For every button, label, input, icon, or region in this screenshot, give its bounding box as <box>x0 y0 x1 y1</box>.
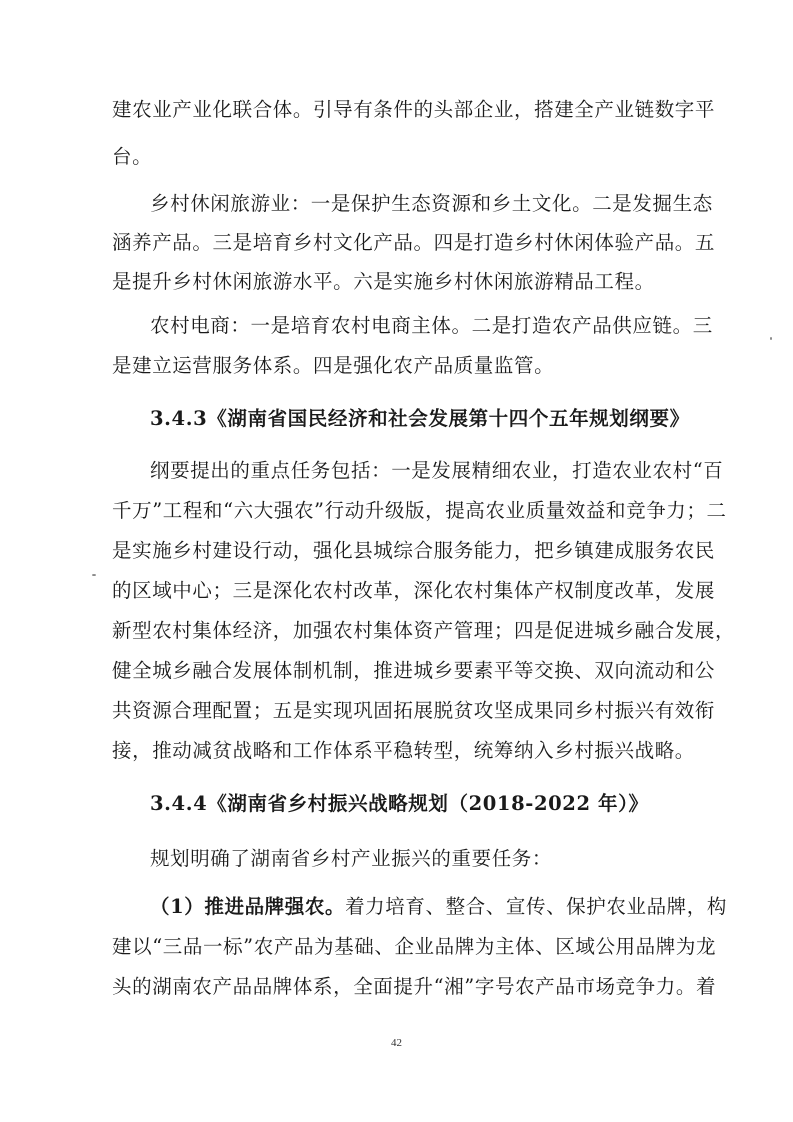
paragraph-line: 接，推动减贫战略和工作体系平稳转型，统筹纳入乡村振兴战略。 <box>112 739 695 762</box>
paragraph-line: 千万”工程和“六大强农”行动升级版，提高农业质量效益和竞争力；二 <box>112 499 727 522</box>
page-number: 42 <box>391 1037 402 1049</box>
paragraph-line: 台。 <box>112 145 153 168</box>
paragraph-line <box>150 893 727 921</box>
paragraph-line: 规划明确了湖南省乡村产业振兴的重要任务： <box>150 847 553 870</box>
paragraph-line: 头的湖南农产品品牌体系，全面提升“湘”字号农产品市场竞争力。着 <box>112 975 717 998</box>
paragraph-line: 涵养产品。三是培育乡村文化产品。四是打造乡村休闲体验产品。五 <box>112 231 716 254</box>
paragraph-line: 新型农村集体经济，加强农村集体资产管理；四是促进城乡融合发展， <box>112 619 736 642</box>
paragraph-text: 着力培育、整合、宣传、保护农业品牌，构 <box>345 895 727 918</box>
paragraph-line: 建农业产业化联合体。引导有条件的头部企业，搭建全产业链数字平 <box>112 98 716 121</box>
paragraph-line: 农村电商：一是培育农村电商主体。二是打造农产品供应链。三 <box>150 314 713 337</box>
scan-speck <box>92 574 96 576</box>
paragraph-line: 乡村休闲旅游业：一是保护生态资源和乡土文化。二是发掘生态 <box>150 192 713 215</box>
section-heading: 3.4.4《湖南省乡村振兴战略规划（2018-2022 年）》 <box>150 792 649 815</box>
paragraph-line: 是实施乡村建设行动，强化县城综合服务能力，把乡镇建成服务农民 <box>112 539 716 562</box>
paragraph-line: 是建立运营服务体系。四是强化农产品质量监管。 <box>112 354 555 377</box>
subsection-title: （1）推进品牌强农。 <box>150 895 346 918</box>
paragraph-line: 健全城乡融合发展体制机制，推进城乡要素平等交换、双向流动和公 <box>112 659 716 682</box>
section-heading: 3.4.3《湖南省国民经济和社会发展第十四个五年规划纲要》 <box>150 407 690 430</box>
paragraph-line: 建以“三品一标”农产品为基础、企业品牌为主体、区域公用品牌为龙 <box>112 935 717 958</box>
paragraph-line: 纲要提出的重点任务包括：一是发展精细农业，打造农业农村“百 <box>150 459 724 482</box>
paragraph-line: 是提升乡村休闲旅游水平。六是实施乡村休闲旅游精品工程。 <box>112 270 655 293</box>
paragraph-line: 的区域中心；三是深化农村改革，深化农村集体产权制度改革，发展 <box>112 579 716 602</box>
paragraph-line: 共资源合理配置；五是实现巩固拓展脱贫攻坚成果同乡村振兴有效衔 <box>112 699 716 722</box>
scan-speck <box>770 337 772 340</box>
